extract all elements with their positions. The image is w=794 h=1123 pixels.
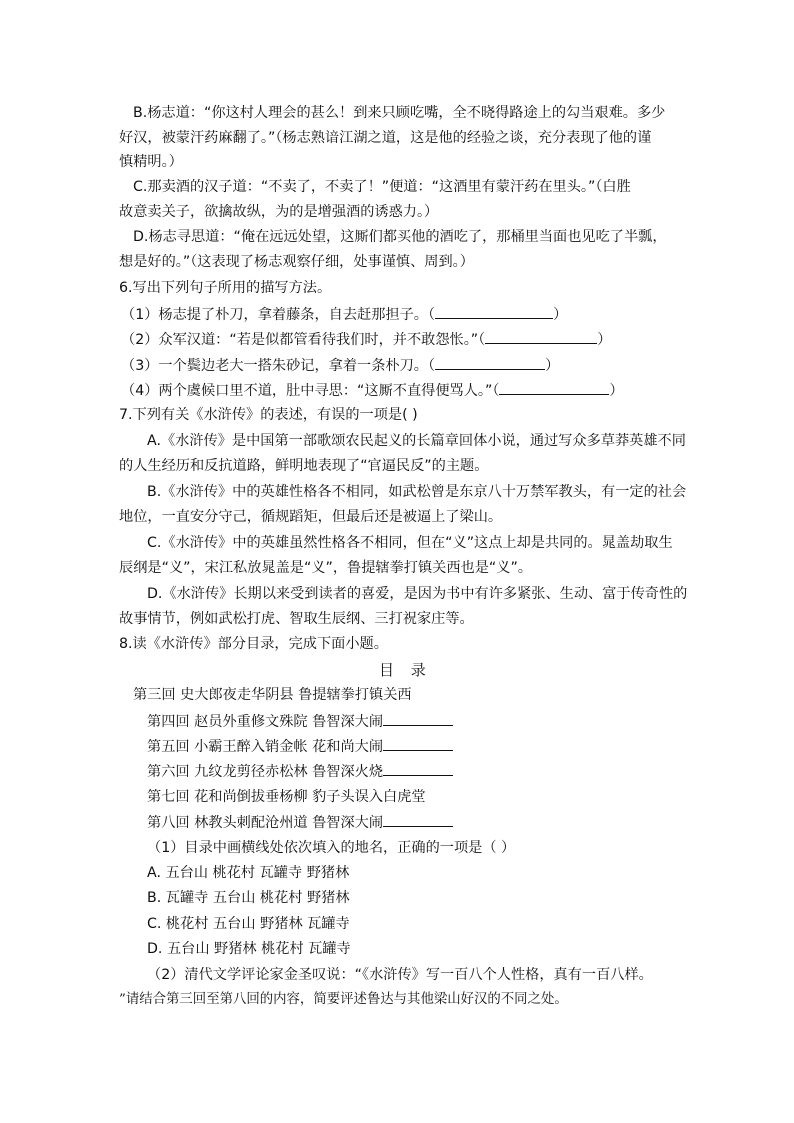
q5-option-c-line1: C.那卖酒的汉子道：“不卖了，不卖了！”便道：“这酒里有蒙汗药在里头。”（白胜	[133, 179, 631, 195]
toc-entry-5-text: 第五回 小霸王醉入销金帐 花和尚大闹	[147, 739, 384, 755]
toc-entry-6	[147, 761, 453, 782]
q8-option-c: C. 桃花村 五台山 野猪林 瓦罐寺	[147, 916, 350, 932]
q7-option-b-line1: B.《水浒传》中的英雄性格各不相同，如武松曾是东京八十万禁军教头，有一定的社会	[147, 484, 687, 500]
answer-blank[interactable]	[485, 329, 597, 344]
q6-item-4-close: ）	[609, 383, 624, 399]
q6-stem: 6.写出下列句子所用的描写方法。	[119, 280, 332, 296]
toc-entry-4	[147, 711, 453, 732]
q5-option-b-line1: B.杨志道：“你这村人理会的甚么！到来只顾吃嘴，全不晓得路途上的勾当艰难。多少	[133, 105, 666, 121]
q6-item-1-text: （1）杨志提了朴刀，拿着藤条，自去赶那担子。（	[121, 307, 436, 323]
place-blank[interactable]	[383, 761, 453, 776]
toc-entry-7: 第七回 花和尚倒拔垂杨柳 豹子头误入白虎堂	[147, 789, 426, 805]
toc-entry-8	[147, 812, 453, 833]
q8-sub1-stem: （1）目录中画横线处依次填入的地名，正确的一项是（ ）	[147, 840, 516, 856]
q8-option-a: A. 五台山 桃花村 瓦罐寺 野猪林	[147, 865, 350, 881]
q7-stem: 7.下列有关《水浒传》的表述，有误的一项是( )	[119, 407, 418, 423]
q6-item-2-close: ）	[597, 332, 612, 348]
place-blank[interactable]	[383, 812, 453, 827]
q7-option-b-line2: 地位，一直安分守己，循规蹈矩，但最后还是被逼上了梁山。	[119, 509, 503, 525]
q8-sub2-line1: （2）清代文学评论家金圣叹说：“《水浒传》写一百八个人性格，真有一百八样。	[147, 967, 653, 983]
q5-option-b-line3: 慎精明。）	[119, 154, 183, 170]
q8-stem: 8.读《水浒传》部分目录，完成下面小题。	[119, 636, 388, 652]
q6-item-1	[121, 304, 567, 325]
answer-blank[interactable]	[499, 380, 609, 395]
toc-entry-8-text: 第八回 林教头刺配沧州道 鲁智深大闹	[147, 815, 384, 831]
toc-entry-5	[147, 736, 453, 757]
q6-item-3-text: （3）一个鬓边老大一搭朱砂记，拿着一条朴刀。（	[121, 358, 436, 374]
place-blank[interactable]	[383, 736, 453, 751]
q5-option-b-line2: 好汉，被蒙汗药麻翻了。”（杨志熟谙江湖之道，这是他的经验之谈，充分表现了他的谨	[119, 130, 652, 146]
q6-item-3-close: ）	[545, 358, 560, 374]
q6-item-2-text: （2）众军汉道：“若是似都管看待我们时，并不敢怨怅。”（	[121, 332, 486, 348]
answer-blank[interactable]	[435, 304, 553, 319]
toc-title: 目 录	[379, 661, 432, 679]
toc-entry-3: 第三回 史大郎夜走华阴县 鲁提辖拳打镇关西	[133, 687, 412, 703]
q5-option-c-line2: 故意卖关子，欲擒故纵，为的是增强酒的诱惑力。）	[119, 204, 439, 220]
q7-option-a-line2: 的人生经历和反抗道路，鲜明地表现了“官逼民反”的主题。	[119, 458, 489, 474]
toc-entry-6-text: 第六回 九纹龙剪径赤松林 鲁智深火烧	[147, 764, 384, 780]
q8-option-d: D. 五台山 野猪林 桃花村 瓦罐寺	[147, 941, 351, 957]
q7-option-d-line1: D.《水浒传》长期以来受到读者的喜爱，是因为书中有许多紧张、生动、富于传奇性的	[147, 586, 688, 602]
q7-option-d-line2: 故事情节，例如武松打虎、智取生辰纲、三打祝家庄等。	[119, 611, 474, 627]
q5-option-d-line2: 想是好的。”（这表现了杨志观察仔细，处事谨慎、周到。）	[119, 254, 474, 270]
q7-option-c-line2: 辰纲是“义”，宋江私放晁盖是“义”，鲁提辖拳打镇关西也是“义”。	[119, 560, 532, 576]
place-blank[interactable]	[383, 711, 453, 726]
q6-item-2	[121, 329, 611, 350]
q6-item-4-text: （4）两个虞候口里不道，肚中寻思：“这厮不直得便骂人。”（	[121, 383, 500, 399]
q6-item-3	[121, 355, 559, 376]
q7-option-a-line1: A.《水浒传》是中国第一部歌颂农民起义的长篇章回体小说，通过写众多草莽英雄不同	[147, 433, 686, 449]
q8-option-b: B. 瓦罐寺 五台山 桃花村 野猪林	[147, 890, 350, 906]
q6-item-1-close: ）	[553, 307, 568, 323]
toc-entry-4-text: 第四回 赵员外重修文殊院 鲁智深大闹	[147, 714, 384, 730]
q8-sub2-line2: ”请结合第三回至第八回的内容，简要评述鲁达与其他梁山好汉的不同之处。	[119, 992, 568, 1007]
q7-option-c-line1: C.《水浒传》中的英雄虽然性格各不相同，但在“义”这点上却是共同的。晁盖劫取生	[147, 535, 673, 551]
q5-option-d-line1: D.杨志寻思道：“俺在远远处望，这厮们都买他的酒吃了，那桶里当面也见吃了半瓢，	[133, 229, 667, 245]
q6-item-4	[121, 380, 624, 401]
answer-blank[interactable]	[435, 355, 545, 370]
